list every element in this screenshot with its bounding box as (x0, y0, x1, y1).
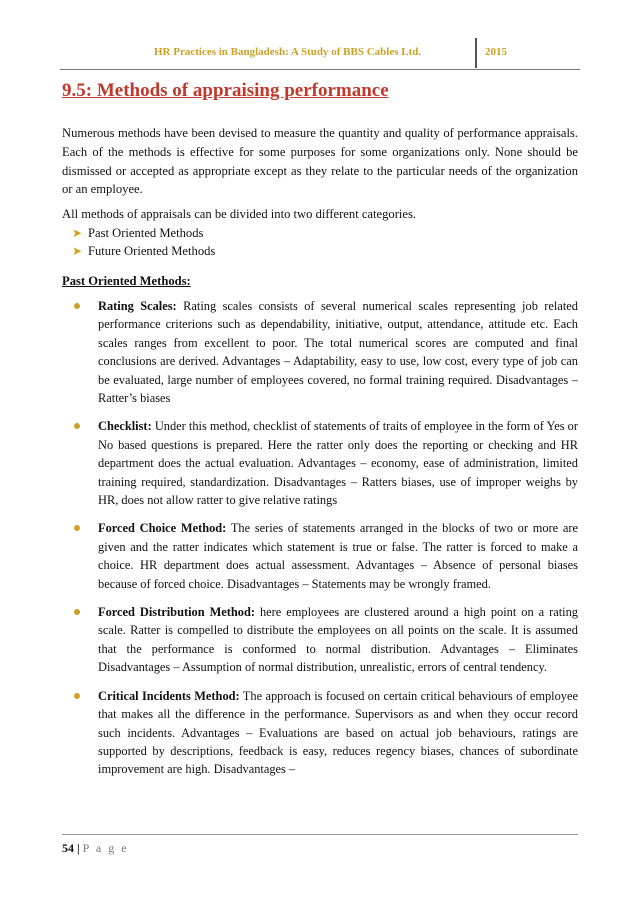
method-text: The series of statements arranged in the blocks of two or more are given and the ratter indicates which statement is true or false. The ratter is forced to make a choice. HR department does actual assessment. Advantages – Absence of personal biases because of forced choice. Disadvantages – Statements may be wrongly framed. (98, 521, 579, 591)
header-separator (475, 38, 477, 68)
bullet-dot-icon (74, 609, 80, 615)
footer-rule (62, 834, 578, 835)
method-name: Checklist: (98, 419, 152, 434)
page-header (0, 36, 638, 76)
categories-list (62, 224, 578, 260)
method-item-forced-distribution (62, 603, 578, 677)
method-item-checklist (62, 417, 578, 509)
method-item-rating-scales (62, 297, 578, 407)
method-name: Forced Distribution Method: (98, 605, 256, 620)
category-label: Past Oriented Methods (88, 225, 204, 240)
section-heading: 9.5: Methods of appraising performance (62, 80, 389, 101)
page-footer (62, 834, 578, 857)
method-name: Critical Incidents Method: (98, 688, 240, 703)
category-label: Future Oriented Methods (88, 243, 216, 258)
bullet-dot-icon (74, 693, 80, 699)
header-title: HR Practices in Bangladesh: A Study of BBS Cables Ltd. (154, 46, 422, 58)
arrow-bullet-icon: ➤ (72, 243, 83, 258)
method-text: here employees are clustered around a high point on a rating scale. Ratter is compelled to distribute the employees on all points on the scale. It is assumed that the performance is conformed to normal distribution. Advantages – Eliminates Disadvantages – Assumption of normal distribution, unrealistic, errors of central tendency. (98, 605, 578, 675)
list-item (62, 224, 578, 242)
method-item-forced-choice (62, 519, 578, 593)
header-year: 2015 (485, 46, 507, 58)
method-name: Rating Scales: (98, 298, 177, 313)
footer-separator: | (74, 841, 83, 855)
page-label: P a g e (82, 841, 129, 855)
method-item-critical-incidents (62, 687, 578, 779)
method-text: Rating scales consists of several numerical scales representing job related performance criterions such as dependability, initiative, output, attendance, attitude etc. Each scales ranges from excellent to poor. The total numerical scores are computed and final conclusions are derived. Advantages – Adaptability, easy to use, low cost, every type of job can be evaluated, large number of employees covered, no formal training required. Disadvantages – Ratter’s biases (98, 298, 579, 406)
bullet-dot-icon (74, 525, 80, 531)
method-text: Under this method, checklist of statements of traits of employee in the form of Yes or No based questions is prepared. Here the ratter only does the reporting or checking and HR department does the actual evaluation. Advantages – economy, ease of administration, limited training required, standardization. Disadvantages – Ratters biases, use of improper weighs by HR, does not allow ratter to give relative ratings (98, 419, 578, 508)
list-item (62, 242, 578, 260)
bullet-dot-icon (74, 303, 80, 309)
page-content (62, 124, 578, 789)
bullet-dot-icon (74, 423, 80, 429)
past-oriented-heading: Past Oriented Methods: (62, 273, 191, 288)
intro-paragraph: Numerous methods have been devised to measure the quantity and quality of performance appraisals. Each of the methods is effective for some purposes for some organizations only. None should be dismissed or accepted as appropriate except as they relate to the particular needs of the organization or an employee. (62, 126, 578, 197)
methods-list (62, 297, 578, 779)
page-number: 54 (62, 841, 74, 855)
categories-intro: All methods of appraisals can be divided into two different categories. (62, 207, 417, 222)
header-rule (60, 69, 580, 70)
method-name: Forced Choice Method: (98, 521, 227, 536)
method-text: The approach is focused on certain critical behaviours of employee that makes all the difference in the performance. Supervisors as and when they occur record such incidents. Advantages – Evaluations are based on actual job behaviours, ratings are supported by descriptions, feedback is easy, reduces regency biases, chances of subordinate improvement are high. Disadvantages – (98, 688, 578, 777)
arrow-bullet-icon: ➤ (72, 225, 83, 240)
